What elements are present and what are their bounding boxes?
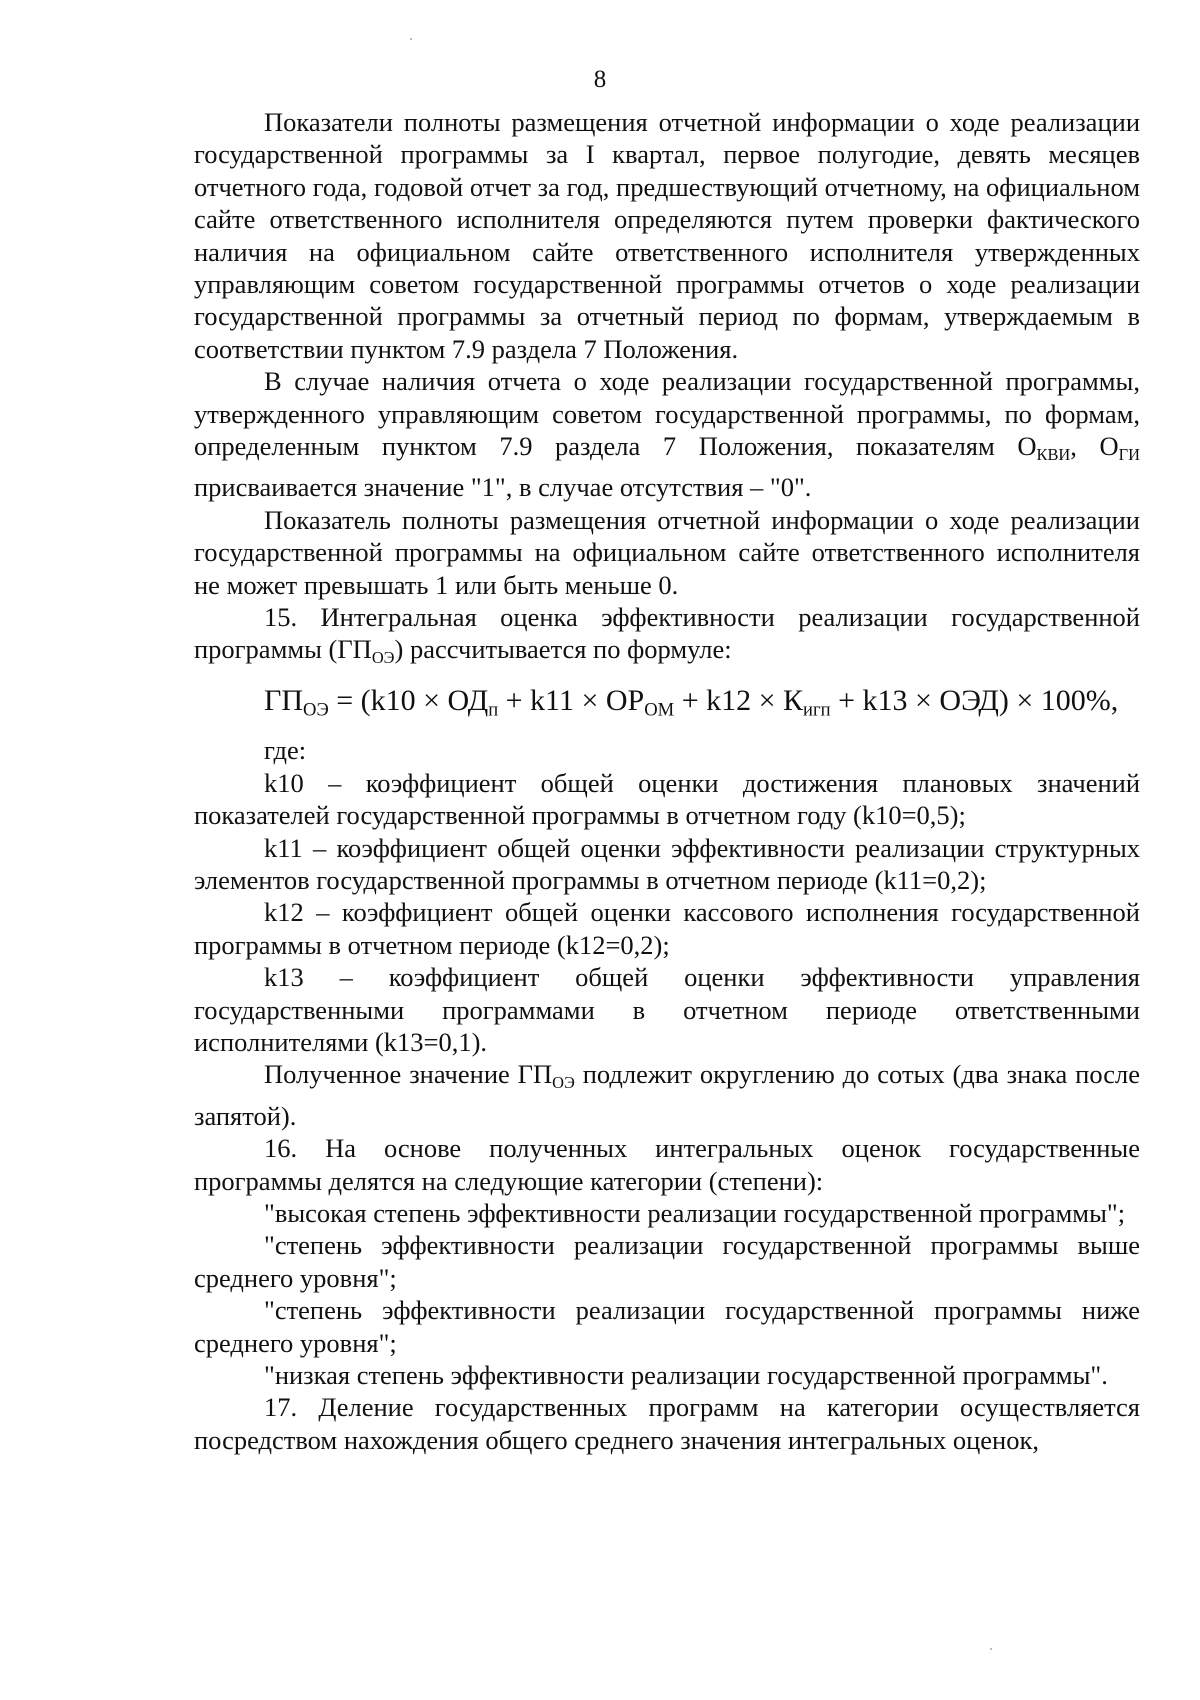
paragraph-reporting-indicators: Показатели полноты размещения отчетной информации о ходе реализации государственной программы за I квартал, первое полугодие, девять месяцев отчетного года, годовой отчет за год, предшествующий отчетному, на официальном сайте ответственного исполнителя определяются путем проверки фактического наличия на официальном сайте ответственного исполнителя утвержденных управляющим советом государственной программы отчетов о ходе реализации государственной программы за отчетный период по формам, утверждаемым в соответствии пунктом 7.9 раздела 7 Положения. [194,107,1140,364]
paragraph-17-division: 17. Деление государственных программ на категории осуществляется посредством нахождения общего среднего значения интегральных оценок, [194,1392,1140,1455]
paragraph-report-presence [194,365,1140,504]
category-low: "низкая степень эффективности реализации государственной программы". [264,1359,1108,1390]
text-segment: ) рассчитывается по формуле: [394,634,732,665]
formula-k-subscript: игп [803,699,831,721]
gp-term-subscript: ОЭ [552,1073,575,1093]
text-segment: Полученное значение [264,1059,518,1090]
category-above-average: "степень эффективности реализации государственной программы выше среднего уровня"; [194,1230,1140,1293]
formula-lhs: ГП [264,683,304,717]
paragraph-15-integral-assessment [194,601,1140,675]
text-segment: присваивается значение "1", в случае отсутствия – "0". [194,472,812,503]
scan-speck [990,1648,992,1650]
text-segment: 15. Интегральная оценка эффективности реализации государственной программы (ГП [194,602,1140,665]
formula-or-subscript: ОМ [644,699,675,721]
formula-where-label: где: [264,735,307,766]
paragraph-16-categories: 16. На основе полученных интегральных оценок государственные программы делятся на следующие категории (степени): [194,1133,1140,1196]
formula-term-k10: = (k10 × ОД [328,683,489,717]
formula-od-subscript: п [488,699,499,721]
indicator-okvi [1017,431,1071,464]
definition-k12: k12 – коэффициент общей оценки кассового исполнения государственной программы в отчетном периоде (k12=0,2); [194,897,1140,960]
indicator-subscript: КВИ [1036,444,1071,464]
formula-term-k13: + k13 × ОЭД) × 100%, [830,683,1119,717]
indicator-symbol: О [1017,431,1037,462]
definition-k13: k13 – коэффициент общей оценки эффективности управления государственными программами в отчетном периоде ответственными исполнителями (k13=0,1). [194,962,1140,1057]
text-segment: подлежит округлению до сотых (два знака после запятой). [194,1059,1140,1131]
formula-lhs-subscript: ОЭ [303,699,329,721]
formula-term-k11: + k11 × ОР [498,683,645,717]
formula-gp-oe [194,681,1140,731]
text-segment: , [1070,431,1100,462]
definition-k11: k11 – коэффициент общей оценки эффективности реализации структурных элементов государственной программы в отчетном периоде (k11=0,2); [194,832,1140,895]
indicator-symbol: О [1099,431,1119,462]
category-below-average: "степень эффективности реализации государственной программы ниже среднего уровня"; [194,1295,1140,1358]
scan-speck [410,38,412,40]
paragraph-indicator-limits: Показатель полноты размещения отчетной информации о ходе реализации государственной программы на официальном сайте ответственного исполнителя не может превышать 1 или быть меньше 0. [194,504,1140,600]
gp-subscript: ОЭ [371,648,395,668]
indicator-subscript: ГИ [1118,444,1140,464]
paragraph-rounding [194,1058,1140,1132]
indicator-ogi [1099,431,1141,464]
definition-k10: k10 – коэффициент общей оценки достижения плановых значений показателей государственной программы в отчетном году (k10=0,5); [194,767,1140,831]
gp-term: ГП [517,1059,553,1090]
text-segment: В случае наличия отчета о ходе реализации государственной программы, утвержденного управляющим советом государственной программы, по формам, определенным пунктом 7.9 раздела 7 Положения, показателям [194,366,1140,462]
page-number: 8 [593,66,607,93]
formula-term-k12: + k12 × К [674,683,804,717]
document-body [194,106,1140,1456]
category-high: "высокая степень эффективности реализации государственной программы"; [264,1197,1126,1228]
